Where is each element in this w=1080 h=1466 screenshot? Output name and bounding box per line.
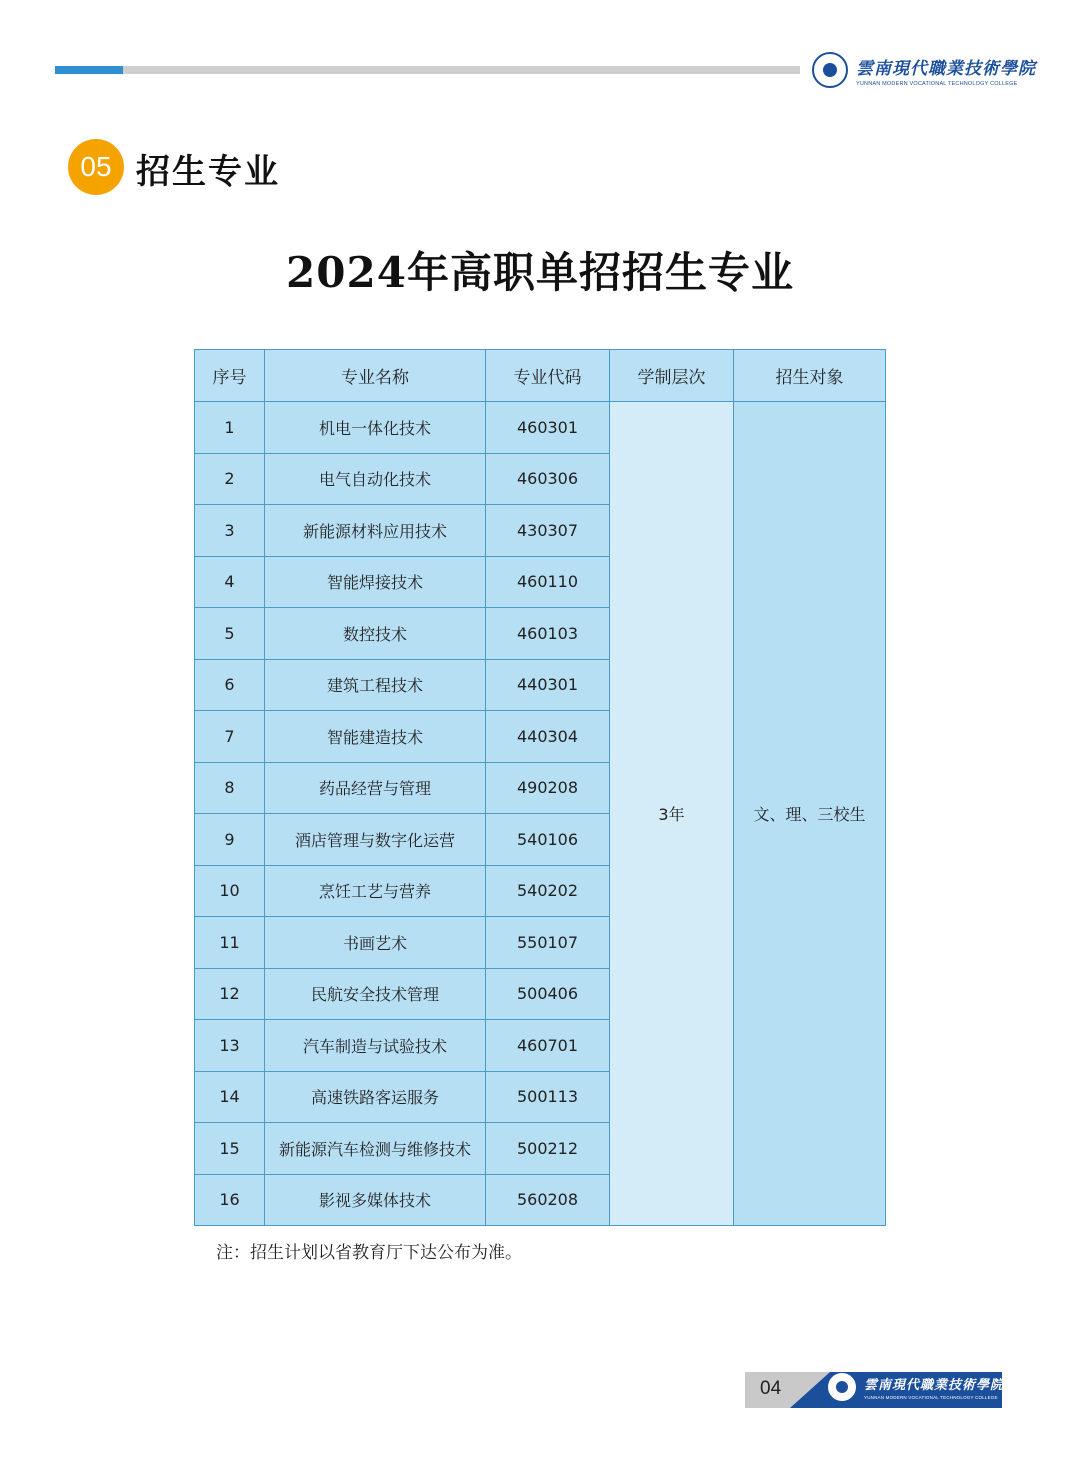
major-name: 汽车制造与试验技术 xyxy=(265,1020,486,1072)
col-header-name: 专业名称 xyxy=(265,350,486,402)
major-name: 数控技术 xyxy=(265,608,486,660)
major-code: 540106 xyxy=(486,814,610,866)
col-header-code: 专业代码 xyxy=(486,350,610,402)
major-code: 490208 xyxy=(486,762,610,814)
major-code: 460110 xyxy=(486,556,610,608)
row-number: 5 xyxy=(195,608,265,660)
header-rule xyxy=(55,66,800,74)
section-number-badge: 05 xyxy=(68,139,124,195)
majors-table xyxy=(194,349,886,1226)
table-row xyxy=(195,402,886,454)
row-number: 3 xyxy=(195,505,265,557)
footer-seal-icon xyxy=(828,1373,856,1401)
major-code: 540202 xyxy=(486,865,610,917)
major-code: 560208 xyxy=(486,1174,610,1226)
college-name-en: YUNNAN MODERN VOCATIONAL TECHNOLOGY COLLEGE xyxy=(856,80,1018,87)
page-number: 04 xyxy=(760,1378,782,1399)
major-name: 新能源材料应用技术 xyxy=(265,505,486,557)
row-number: 10 xyxy=(195,865,265,917)
major-code: 460701 xyxy=(486,1020,610,1072)
major-code: 440301 xyxy=(486,659,610,711)
college-logo xyxy=(812,52,1036,88)
row-number: 4 xyxy=(195,556,265,608)
row-number: 16 xyxy=(195,1174,265,1226)
major-name: 影视多媒体技术 xyxy=(265,1174,486,1226)
major-code: 500113 xyxy=(486,1071,610,1123)
major-name: 药品经营与管理 xyxy=(265,762,486,814)
col-header-no: 序号 xyxy=(195,350,265,402)
major-name: 烹饪工艺与营养 xyxy=(265,865,486,917)
major-name: 电气自动化技术 xyxy=(265,453,486,505)
row-number: 14 xyxy=(195,1071,265,1123)
footer-college-logo xyxy=(828,1373,1004,1401)
major-name: 智能焊接技术 xyxy=(265,556,486,608)
row-number: 6 xyxy=(195,659,265,711)
section-title: 招生专业 xyxy=(136,152,280,192)
major-name: 酒店管理与数字化运营 xyxy=(265,814,486,866)
major-name: 民航安全技术管理 xyxy=(265,968,486,1020)
col-header-duration: 学制层次 xyxy=(610,350,734,402)
page-title: 2024年高职单招招生专业 xyxy=(286,248,794,297)
table-header-row xyxy=(195,350,886,402)
major-code: 500212 xyxy=(486,1123,610,1175)
row-number: 13 xyxy=(195,1020,265,1072)
major-name: 高速铁路客运服务 xyxy=(265,1071,486,1123)
major-code: 440304 xyxy=(486,711,610,763)
row-number: 8 xyxy=(195,762,265,814)
row-number: 12 xyxy=(195,968,265,1020)
row-number: 2 xyxy=(195,453,265,505)
major-name: 书画艺术 xyxy=(265,917,486,969)
major-code: 550107 xyxy=(486,917,610,969)
row-number: 1 xyxy=(195,402,265,454)
duration-cell: 3年 xyxy=(610,402,734,1226)
target-cell: 文、理、三校生 xyxy=(734,402,886,1226)
col-header-target: 招生对象 xyxy=(734,350,886,402)
major-code: 460103 xyxy=(486,608,610,660)
college-seal-icon xyxy=(812,52,848,88)
row-number: 11 xyxy=(195,917,265,969)
major-code: 430307 xyxy=(486,505,610,557)
major-name: 新能源汽车检测与维修技术 xyxy=(265,1123,486,1175)
row-number: 15 xyxy=(195,1123,265,1175)
footer-college-name-en: YUNNAN MODERN VOCATIONAL TECHNOLOGY COLLEGE xyxy=(864,1395,998,1400)
college-name-cn: 雲南現代職業技術學院 xyxy=(856,58,1036,79)
major-code: 500406 xyxy=(486,968,610,1020)
footnote: 注：招生计划以省教育厅下达公布为准。 xyxy=(216,1243,522,1263)
major-name: 智能建造技术 xyxy=(265,711,486,763)
major-code: 460306 xyxy=(486,453,610,505)
footer-college-name-cn: 雲南現代職業技術學院 xyxy=(864,1378,1005,1393)
row-number: 9 xyxy=(195,814,265,866)
major-name: 机电一体化技术 xyxy=(265,402,486,454)
major-code: 460301 xyxy=(486,402,610,454)
major-name: 建筑工程技术 xyxy=(265,659,486,711)
row-number: 7 xyxy=(195,711,265,763)
header-rule-accent xyxy=(55,66,123,74)
